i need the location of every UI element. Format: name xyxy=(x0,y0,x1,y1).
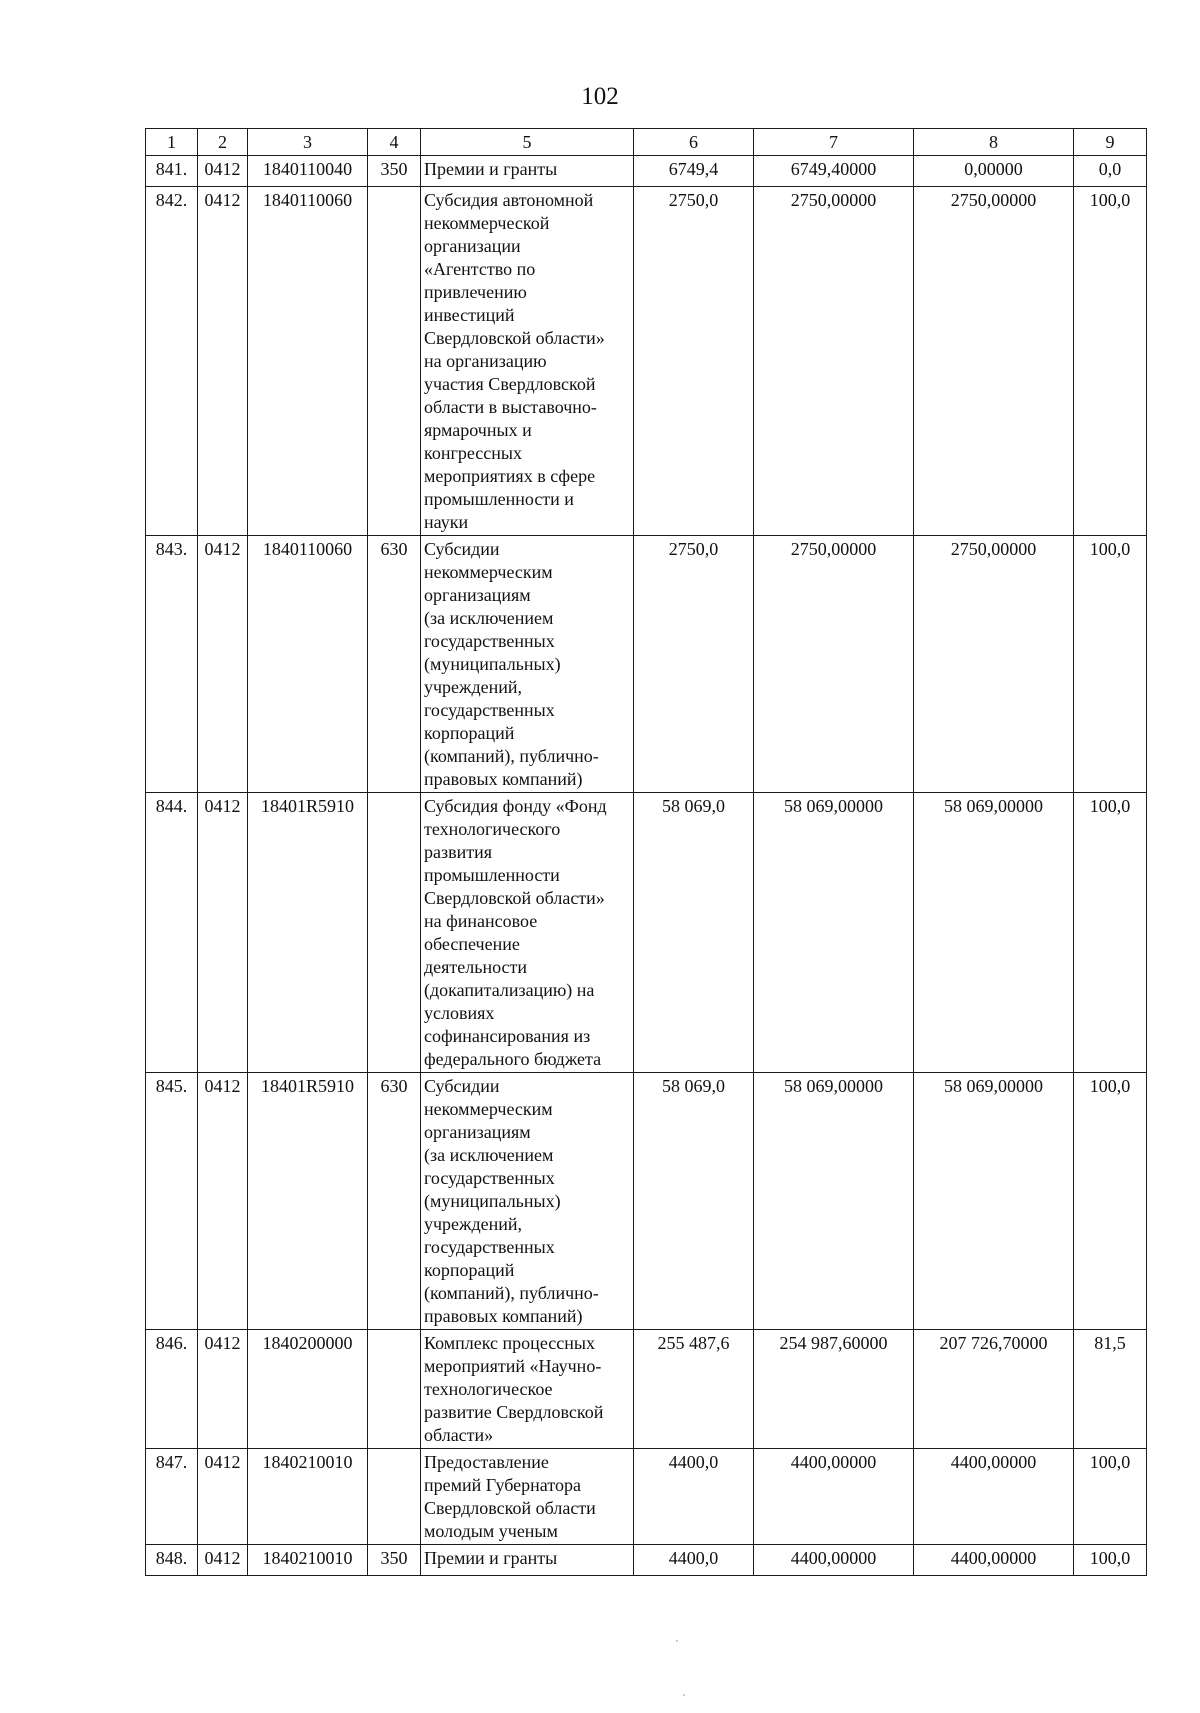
percent-value: 0,0 xyxy=(1074,156,1147,187)
target-code: 1840110060 xyxy=(248,187,368,536)
table-row xyxy=(146,1330,1147,1449)
row-name-line: государственных xyxy=(424,631,555,651)
section-code: 0412 xyxy=(198,187,248,536)
table-row xyxy=(146,536,1147,793)
column-header: 2 xyxy=(198,129,248,156)
row-name-line: обеспечение xyxy=(424,934,520,954)
plan-value: 2750,0 xyxy=(634,536,754,793)
row-name-line: участия Свердловской xyxy=(424,374,596,394)
row-name-line: корпораций xyxy=(424,723,515,743)
table-row xyxy=(146,1449,1147,1545)
row-name-line: софинансирования из xyxy=(424,1026,591,1046)
row-number: 844. xyxy=(146,793,198,1073)
row-name-line: правовых компаний) xyxy=(424,1306,583,1326)
row-name-line: (компаний), публично- xyxy=(424,1283,599,1303)
expense-type xyxy=(368,1449,421,1545)
expense-type: 350 xyxy=(368,156,421,187)
limit-value: 4400,00000 xyxy=(754,1449,914,1545)
plan-value: 255 487,6 xyxy=(634,1330,754,1449)
percent-value: 100,0 xyxy=(1074,1073,1147,1330)
scan-speck xyxy=(683,1694,685,1696)
target-code: 18401R5910 xyxy=(248,793,368,1073)
expense-type: 630 xyxy=(368,1073,421,1330)
scan-speck xyxy=(676,1640,678,1642)
target-code: 1840200000 xyxy=(248,1330,368,1449)
limit-value: 254 987,60000 xyxy=(754,1330,914,1449)
row-name-line: Комплекс процессных xyxy=(424,1333,595,1353)
row-name-line: технологического xyxy=(424,819,561,839)
column-header: 6 xyxy=(634,129,754,156)
row-name-line: (компаний), публично- xyxy=(424,746,599,766)
row-name-line: организации xyxy=(424,236,521,256)
row-name xyxy=(421,536,634,793)
row-name-line: мероприятий «Научно- xyxy=(424,1356,602,1376)
row-name-line: развития xyxy=(424,842,493,862)
row-name-line: Субсидии xyxy=(424,1076,500,1096)
row-name-line: Субсидии xyxy=(424,539,500,559)
row-name xyxy=(421,1330,634,1449)
plan-value: 2750,0 xyxy=(634,187,754,536)
fact-value: 58 069,00000 xyxy=(914,1073,1074,1330)
section-code: 0412 xyxy=(198,1449,248,1545)
limit-value: 6749,40000 xyxy=(754,156,914,187)
row-name xyxy=(421,1073,634,1330)
row-name-line: молодым ученым xyxy=(424,1521,558,1541)
row-name-line: правовых компаний) xyxy=(424,769,583,789)
row-name-line: (за исключением xyxy=(424,1145,554,1165)
row-name-line: некоммерческим xyxy=(424,562,553,582)
fact-value: 0,00000 xyxy=(914,156,1074,187)
section-code: 0412 xyxy=(198,1545,248,1576)
row-number: 845. xyxy=(146,1073,198,1330)
row-number: 841. xyxy=(146,156,198,187)
row-name-line: премий Губернатора xyxy=(424,1475,581,1495)
limit-value: 58 069,00000 xyxy=(754,793,914,1073)
row-name-line: на организацию xyxy=(424,351,547,371)
column-header: 4 xyxy=(368,129,421,156)
column-header: 9 xyxy=(1074,129,1147,156)
section-code: 0412 xyxy=(198,1330,248,1449)
section-code: 0412 xyxy=(198,536,248,793)
table-row xyxy=(146,156,1147,187)
percent-value: 100,0 xyxy=(1074,187,1147,536)
expense-type: 630 xyxy=(368,536,421,793)
limit-value: 2750,00000 xyxy=(754,187,914,536)
row-name-line: (муниципальных) xyxy=(424,654,561,674)
row-name-line: «Агентство по xyxy=(424,259,536,279)
row-name: Премии и гранты xyxy=(421,156,634,187)
plan-value: 6749,4 xyxy=(634,156,754,187)
limit-value: 4400,00000 xyxy=(754,1545,914,1576)
target-code: 1840210010 xyxy=(248,1545,368,1576)
table-row xyxy=(146,1073,1147,1330)
row-name-line: (докапитализацию) на xyxy=(424,980,595,1000)
row-name-line: федерального бюджета xyxy=(424,1049,602,1069)
column-header: 5 xyxy=(421,129,634,156)
row-name-line: области в выставочно- xyxy=(424,397,597,417)
percent-value: 100,0 xyxy=(1074,793,1147,1073)
row-name-line: Свердловской области xyxy=(424,1498,596,1518)
row-name-line: государственных xyxy=(424,700,555,720)
table-row xyxy=(146,1545,1147,1576)
budget-table xyxy=(145,128,1147,1576)
column-header: 3 xyxy=(248,129,368,156)
row-number: 848. xyxy=(146,1545,198,1576)
target-code: 1840110060 xyxy=(248,536,368,793)
row-name-line: корпораций xyxy=(424,1260,515,1280)
section-code: 0412 xyxy=(198,793,248,1073)
row-number: 847. xyxy=(146,1449,198,1545)
target-code: 1840210010 xyxy=(248,1449,368,1545)
expense-type xyxy=(368,793,421,1073)
percent-value: 100,0 xyxy=(1074,536,1147,793)
limit-value: 58 069,00000 xyxy=(754,1073,914,1330)
row-name-line: мероприятиях в сфере xyxy=(424,466,596,486)
table-row xyxy=(146,187,1147,536)
row-name-line: организациям xyxy=(424,585,531,605)
percent-value: 100,0 xyxy=(1074,1449,1147,1545)
fact-value: 207 726,70000 xyxy=(914,1330,1074,1449)
row-name-line: промышленности и xyxy=(424,489,574,509)
percent-value: 100,0 xyxy=(1074,1545,1147,1576)
row-name-line: государственных xyxy=(424,1237,555,1257)
row-name-line: (за исключением xyxy=(424,608,554,628)
row-name-line: привлечению xyxy=(424,282,527,302)
column-header: 1 xyxy=(146,129,198,156)
column-header: 7 xyxy=(754,129,914,156)
row-name-line: технологическое xyxy=(424,1379,553,1399)
plan-value: 4400,0 xyxy=(634,1545,754,1576)
table-header-row xyxy=(146,129,1147,156)
row-name-line: организациям xyxy=(424,1122,531,1142)
section-code: 0412 xyxy=(198,156,248,187)
row-name xyxy=(421,187,634,536)
plan-value: 58 069,0 xyxy=(634,1073,754,1330)
percent-value: 81,5 xyxy=(1074,1330,1147,1449)
row-name-line: науки xyxy=(424,512,469,532)
expense-type: 350 xyxy=(368,1545,421,1576)
row-name xyxy=(421,1449,634,1545)
row-name-line: инвестиций xyxy=(424,305,515,325)
row-name-line: Субсидия автономной xyxy=(424,190,594,210)
limit-value: 2750,00000 xyxy=(754,536,914,793)
row-name-line: промышленности xyxy=(424,865,560,885)
row-name-line: развитие Свердловской xyxy=(424,1402,604,1422)
section-code: 0412 xyxy=(198,1073,248,1330)
page-number: 102 xyxy=(581,83,619,110)
fact-value: 58 069,00000 xyxy=(914,793,1074,1073)
table-row xyxy=(146,793,1147,1073)
row-number: 843. xyxy=(146,536,198,793)
row-name-line: Свердловской области» xyxy=(424,328,605,348)
expense-type xyxy=(368,187,421,536)
column-header: 8 xyxy=(914,129,1074,156)
fact-value: 2750,00000 xyxy=(914,536,1074,793)
row-name-line: (муниципальных) xyxy=(424,1191,561,1211)
fact-value: 2750,00000 xyxy=(914,187,1074,536)
row-name-line: области» xyxy=(424,1425,494,1445)
row-name-line: некоммерческим xyxy=(424,1099,553,1119)
row-name-line: учреждений, xyxy=(424,1214,523,1234)
row-name xyxy=(421,793,634,1073)
row-name: Премии и гранты xyxy=(421,1545,634,1576)
row-name-line: на финансовое xyxy=(424,911,538,931)
expense-type xyxy=(368,1330,421,1449)
row-name-line: конгрессных xyxy=(424,443,522,463)
target-code: 1840110040 xyxy=(248,156,368,187)
target-code: 18401R5910 xyxy=(248,1073,368,1330)
row-name-line: Предоставление xyxy=(424,1452,549,1472)
row-name-line: Субсидия фонду «Фонд xyxy=(424,796,607,816)
row-name-line: государственных xyxy=(424,1168,555,1188)
row-name-line: условиях xyxy=(424,1003,495,1023)
row-name-line: Свердловской области» xyxy=(424,888,605,908)
row-number: 842. xyxy=(146,187,198,536)
plan-value: 4400,0 xyxy=(634,1449,754,1545)
row-name-line: деятельности xyxy=(424,957,528,977)
row-number: 846. xyxy=(146,1330,198,1449)
fact-value: 4400,00000 xyxy=(914,1449,1074,1545)
fact-value: 4400,00000 xyxy=(914,1545,1074,1576)
row-name-line: ярмарочных и xyxy=(424,420,532,440)
row-name-line: учреждений, xyxy=(424,677,523,697)
row-name-line: некоммерческой xyxy=(424,213,550,233)
plan-value: 58 069,0 xyxy=(634,793,754,1073)
